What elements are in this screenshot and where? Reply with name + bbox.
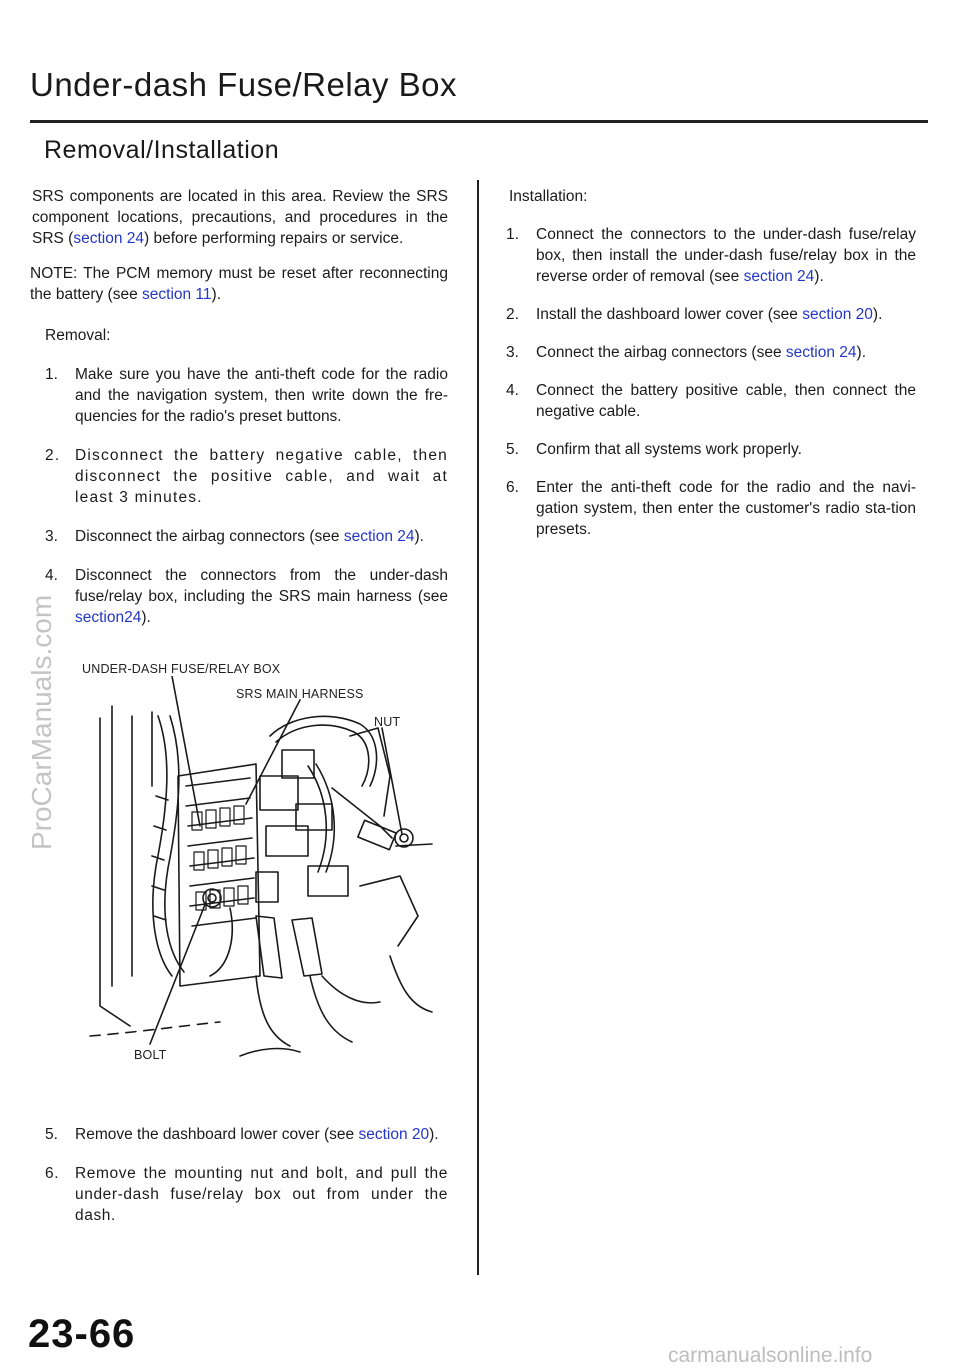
link-section-20[interactable]: section 20 bbox=[802, 306, 873, 323]
install-step-2 bbox=[506, 304, 916, 325]
install-step-6 bbox=[506, 477, 916, 540]
step-text: Connect the connectors to the under-dash fuse/relay box, then install the under-dash fuse/relay box in the reverse order of removal (see bbox=[536, 226, 916, 285]
removal-step-5 bbox=[45, 1124, 448, 1145]
leader-line-bolt bbox=[150, 902, 206, 1044]
removal-step-4 bbox=[45, 565, 448, 628]
removal-step-3 bbox=[45, 526, 448, 547]
step-text: Remove the dashboard lower cover (see bbox=[75, 1126, 359, 1143]
right-column bbox=[506, 186, 916, 540]
step-text: Connect the battery positive cable, then connect the negative cable. bbox=[536, 382, 916, 420]
note-text: NOTE: The PCM memory must be reset after reconnecting the battery (see bbox=[30, 265, 448, 303]
label-bolt: BOLT bbox=[134, 1048, 167, 1062]
link-section-20[interactable]: section 20 bbox=[358, 1126, 430, 1143]
leader-line-harness bbox=[246, 700, 300, 804]
step-text: Remove the mounting nut and bolt, and pull the under-dash fuse/relay box out from under the dash. bbox=[75, 1165, 448, 1224]
link-section-11[interactable]: section 11 bbox=[142, 286, 212, 303]
step-number: 5. bbox=[506, 441, 519, 458]
label-srs-main-harness: SRS MAIN HARNESS bbox=[236, 687, 364, 701]
column-divider bbox=[477, 180, 479, 1275]
step-number: 4. bbox=[506, 382, 519, 399]
step-text-end: ). bbox=[414, 528, 424, 545]
install-step-4 bbox=[506, 380, 916, 422]
page-number: 23-66 bbox=[28, 1312, 136, 1356]
side-watermark: ProCarManuals.com bbox=[26, 594, 57, 850]
step-text: Connect the airbag connectors (see bbox=[536, 344, 786, 361]
step-text: Make sure you have the anti-theft code for the radio and the navigation system, then write down the fre-quencies for the radio's preset buttons. bbox=[75, 366, 448, 425]
removal-heading: Removal: bbox=[45, 327, 111, 344]
step-number: 6. bbox=[506, 479, 519, 496]
removal-step-1 bbox=[45, 364, 448, 427]
page-title: Under-dash Fuse/Relay Box bbox=[30, 66, 458, 103]
intro-text: SRS components are located in this area. Review the SRS component locations, precautions, and procedures in the SRS ( bbox=[32, 188, 448, 247]
step-number: 6. bbox=[45, 1165, 60, 1182]
left-column bbox=[32, 186, 448, 628]
step-number: 4. bbox=[45, 567, 58, 584]
step-text-end: ). bbox=[429, 1126, 439, 1143]
step-number: 3. bbox=[45, 528, 58, 545]
title-rule bbox=[30, 120, 928, 123]
srs-warning-paragraph bbox=[32, 186, 448, 249]
left-column-bottom bbox=[32, 1124, 448, 1226]
install-step-1 bbox=[506, 224, 916, 287]
removal-step-2 bbox=[45, 445, 448, 508]
step-number: 5. bbox=[45, 1126, 58, 1143]
step-text-end: ). bbox=[856, 344, 867, 361]
step-number: 3. bbox=[506, 344, 519, 361]
step-number: 1. bbox=[45, 366, 58, 383]
link-section-24[interactable]: section 24 bbox=[73, 230, 145, 247]
step-text-end: ). bbox=[141, 609, 151, 626]
step-text-end: ). bbox=[814, 268, 824, 285]
removal-step-6 bbox=[45, 1163, 448, 1226]
footer-site-name: carmanualsonline.info bbox=[668, 1344, 873, 1367]
note-text-end: ). bbox=[211, 286, 221, 303]
step-text: Disconnect the connectors from the under-dash fuse/relay box, including the SRS main harness (see bbox=[75, 567, 448, 605]
step-number: 1. bbox=[506, 226, 519, 243]
step-text: Disconnect the battery negative cable, then disconnect the positive cable, and wait at least 3 minutes. bbox=[75, 447, 448, 506]
link-section-24[interactable]: section 24 bbox=[343, 528, 415, 545]
step-number: 2. bbox=[45, 447, 61, 464]
link-section-24[interactable]: section24 bbox=[75, 609, 142, 626]
install-step-5 bbox=[506, 439, 916, 460]
leader-line-box bbox=[172, 676, 200, 826]
step-text: Install the dashboard lower cover (see bbox=[536, 306, 803, 323]
step-text-end: ). bbox=[872, 306, 883, 323]
installation-heading: Installation: bbox=[509, 188, 588, 205]
install-step-3 bbox=[506, 342, 916, 363]
leader-line-nut bbox=[382, 728, 402, 834]
intro-text-end: ) before performing repairs or service. bbox=[144, 230, 404, 247]
step-text: Enter the anti-theft code for the radio and the navi-gation system, then enter the customer's radio sta-tion presets. bbox=[536, 479, 916, 538]
fuse-relay-box-illustration bbox=[60, 676, 450, 1076]
section-subtitle: Removal/Installation bbox=[44, 136, 280, 164]
step-text: Confirm that all systems work properly. bbox=[536, 441, 802, 458]
step-text: Disconnect the airbag connectors (see bbox=[75, 528, 344, 545]
pcm-note bbox=[30, 263, 448, 305]
label-fuse-relay-box: UNDER-DASH FUSE/RELAY BOX bbox=[82, 662, 281, 676]
link-section-24[interactable]: section 24 bbox=[743, 268, 815, 285]
link-section-24[interactable]: section 24 bbox=[785, 344, 857, 361]
label-nut: NUT bbox=[374, 715, 401, 729]
step-number: 2. bbox=[506, 306, 519, 323]
